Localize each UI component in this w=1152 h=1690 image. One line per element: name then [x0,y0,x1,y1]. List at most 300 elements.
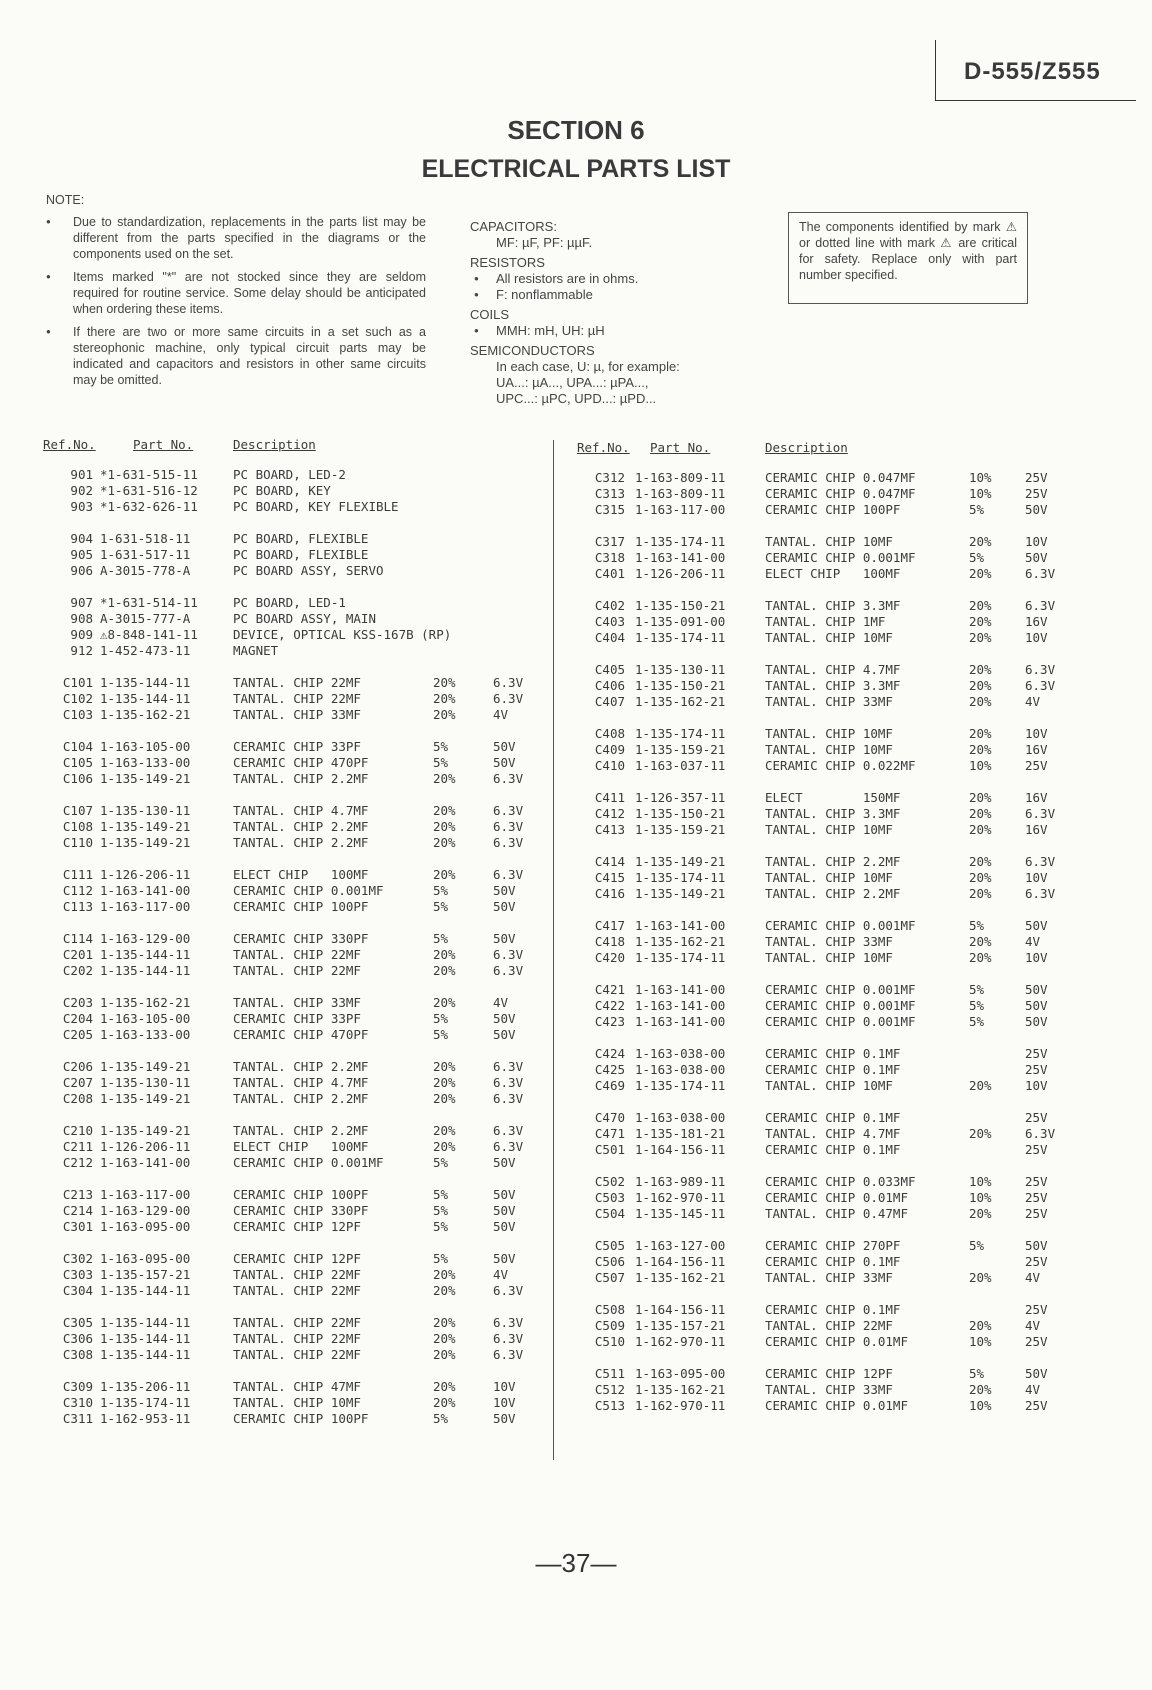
ref-number: C469 [594,1078,625,1093]
parts-group [43,1123,543,1171]
table-row [43,627,543,643]
tolerance: 20% [969,678,992,693]
voltage: 10V [1025,950,1048,965]
tolerance: 20% [969,630,992,645]
part-number: 1-135-162-21 [100,707,191,722]
voltage: 6.3V [1025,806,1056,821]
description: TANTAL. CHIP 2.2MF [233,771,369,786]
table-row [577,870,1077,886]
page-title: ELECTRICAL PARTS LIST [421,155,731,183]
description: TANTAL. CHIP 4.7MF [233,1075,369,1090]
model-number-box [935,40,1136,101]
table-row [43,1267,543,1283]
header-ref: Ref.No. [577,440,630,455]
ref-number: C509 [594,1318,625,1333]
voltage: 50V [493,899,516,914]
parts-group [577,1238,1077,1286]
ref-number: C407 [594,694,625,709]
part-number: 1-135-144-11 [100,675,191,690]
part-number: 1-164-156-11 [635,1254,726,1269]
part-number: 1-164-156-11 [635,1142,726,1157]
description: TANTAL. CHIP 4.7MF [233,803,369,818]
voltage: 6.3V [493,1059,524,1074]
ref-number: 901 [70,467,93,482]
table-row [43,1251,543,1267]
table-row [43,611,543,627]
semiconductors-note: In each case, U: µ, for example: [496,359,680,374]
ref-number: C310 [62,1395,93,1410]
table-row [43,835,543,851]
part-number: 1-163-105-00 [100,739,191,754]
voltage: 16V [1025,822,1048,837]
ref-number: C402 [594,598,625,613]
description: CERAMIC CHIP 0.001MF [765,998,916,1013]
table-row [43,1011,543,1027]
table-row [43,483,543,499]
description: TANTAL. CHIP 1MF [765,614,886,629]
voltage: 6.3V [1025,854,1056,869]
part-number: 1-163-117-00 [635,502,726,517]
description: TANTAL. CHIP 3.3MF [765,806,901,821]
table-row [43,803,543,819]
part-number: A-3015-778-A [100,563,191,578]
column-divider [553,440,554,1460]
table-row [577,998,1077,1014]
parts-group [577,598,1077,646]
part-number: 1-163-117-00 [100,1187,191,1202]
description: PC BOARD ASSY, SERVO [233,563,384,578]
table-row [43,1123,543,1139]
part-number: 1-135-174-11 [635,630,726,645]
table-row [577,1270,1077,1286]
tolerance: 20% [969,694,992,709]
description: CERAMIC CHIP 0.033MF [765,1174,916,1189]
tolerance: 20% [433,995,456,1010]
description: CERAMIC CHIP 0.001MF [765,550,916,565]
description: TANTAL. CHIP 2.2MF [233,819,369,834]
ref-number: C108 [62,819,93,834]
header-part: Part No. [133,437,194,452]
voltage: 25V [1025,1398,1048,1413]
tolerance: 20% [969,614,992,629]
ref-number: C110 [62,835,93,850]
part-number: 1-135-130-11 [635,662,726,677]
description: TANTAL. CHIP 10MF [765,534,893,549]
part-number: 1-135-149-21 [100,1123,191,1138]
description: CERAMIC CHIP 0.01MF [765,1398,908,1413]
tolerance: 5% [969,1366,985,1381]
coils-title: COILS [470,307,510,322]
table-row [43,563,543,579]
parts-table-left [43,437,543,1443]
parts-group [43,531,543,579]
table-row [577,854,1077,870]
part-number: 1-135-144-11 [100,1347,191,1362]
parts-group [43,739,543,787]
description: ELECT CHIP 100MF [233,867,369,882]
table-row [577,918,1077,934]
voltage: 50V [493,1027,516,1042]
ref-number: C424 [594,1046,625,1061]
table-row [43,707,543,723]
ref-number: 906 [70,563,93,578]
parts-group [577,1366,1077,1414]
part-number: *1-632-626-11 [100,499,198,514]
tolerance: 5% [969,998,985,1013]
ref-number: C114 [62,931,93,946]
table-row [577,822,1077,838]
ref-number: 903 [70,499,93,514]
part-number: 1-163-038-00 [635,1046,726,1061]
description: TANTAL. CHIP 22MF [233,947,361,962]
parts-table-right [577,440,1077,1430]
ref-number: C508 [594,1302,625,1317]
description: TANTAL. CHIP 3.3MF [765,678,901,693]
ref-number: C205 [62,1027,93,1042]
table-row [577,726,1077,742]
voltage: 10V [1025,630,1048,645]
table-row [577,598,1077,614]
parts-rows-right [577,470,1077,1414]
tolerance: 20% [433,1315,456,1330]
table-row [43,1219,543,1235]
voltage: 4V [1025,694,1041,709]
ref-number: C317 [594,534,625,549]
part-number: 1-163-129-00 [100,931,191,946]
part-number: 1-163-141-00 [635,982,726,997]
ref-number: C405 [594,662,625,677]
tolerance: 20% [433,835,456,850]
parts-group [577,662,1077,710]
voltage: 6.3V [493,803,524,818]
ref-number: C106 [62,771,93,786]
tolerance: 10% [969,486,992,501]
ref-number: C113 [62,899,93,914]
description: ELECT 150MF [765,790,901,805]
tolerance: 20% [969,870,992,885]
ref-number: C504 [594,1206,625,1221]
description: CERAMIC CHIP 100PF [233,1411,369,1426]
tolerance: 20% [433,675,456,690]
part-number: 1-163-105-00 [100,1011,191,1026]
description: TANTAL. CHIP 33MF [233,707,361,722]
description: TANTAL. CHIP 2.2MF [233,1123,369,1138]
part-number: 1-162-970-11 [635,1190,726,1205]
voltage: 10V [1025,534,1048,549]
part-number: ⚠8-848-141-11 [100,627,198,642]
header-part: Part No. [650,440,711,455]
table-row [577,886,1077,902]
part-number: 1-162-970-11 [635,1398,726,1413]
table-row [43,675,543,691]
voltage: 50V [1025,918,1048,933]
part-number: 1-135-144-11 [100,691,191,706]
table-row [577,934,1077,950]
description: CERAMIC CHIP 0.001MF [233,1155,384,1170]
description: CERAMIC CHIP 0.001MF [765,982,916,997]
part-number: 1-135-174-11 [100,1395,191,1410]
ref-number: C312 [594,470,625,485]
description: CERAMIC CHIP 0.1MF [765,1142,901,1157]
voltage: 10V [493,1395,516,1410]
description: TANTAL. CHIP 22MF [233,1267,361,1282]
part-number: 1-164-156-11 [635,1302,726,1317]
description: MAGNET [233,643,279,658]
voltage: 25V [1025,1302,1048,1317]
note-item: ● Due to standardization, replacements in the parts list may be different from the parts specified in the diagrams or the components used on the set. [46,214,426,262]
tolerance: 20% [433,707,456,722]
parts-group [43,1187,543,1235]
table-row [577,694,1077,710]
ref-number: C471 [594,1126,625,1141]
table-row [577,614,1077,630]
part-number: 1-135-162-21 [635,694,726,709]
ref-number: C408 [594,726,625,741]
tolerance: 5% [433,1411,449,1426]
ref-number: C414 [594,854,625,869]
tolerance: 20% [433,1075,456,1090]
part-number: 1-163-038-00 [635,1062,726,1077]
description: TANTAL. CHIP 47MF [233,1379,361,1394]
parts-group [577,470,1077,518]
table-row [43,1347,543,1363]
part-number: *1-631-515-11 [100,467,198,482]
part-number: 1-163-141-00 [635,918,726,933]
voltage: 4V [1025,1382,1041,1397]
part-number: 1-135-149-21 [100,835,191,850]
part-number: 1-135-174-11 [635,534,726,549]
ref-number: C401 [594,566,625,581]
ref-number: C311 [62,1411,93,1426]
part-number: 1-135-149-21 [635,854,726,869]
part-number: 1-163-095-00 [100,1251,191,1266]
part-number: 1-135-206-11 [100,1379,191,1394]
header-desc: Description [233,437,316,452]
tolerance: 20% [433,803,456,818]
voltage: 50V [493,1187,516,1202]
description: CERAMIC CHIP 330PF [233,1203,369,1218]
voltage: 16V [1025,790,1048,805]
tolerance: 5% [433,899,449,914]
parts-group [43,1059,543,1107]
description: TANTAL. CHIP 33MF [765,934,893,949]
voltage: 10V [1025,1078,1048,1093]
parts-group [577,1110,1077,1158]
table-row [577,1398,1077,1414]
ref-number: C301 [62,1219,93,1234]
part-number: 1-126-206-11 [100,1139,191,1154]
table-row [577,1014,1077,1030]
description: TANTAL. CHIP 2.2MF [233,835,369,850]
part-number: 1-163-141-00 [100,883,191,898]
ref-number: 912 [70,643,93,658]
voltage: 6.3V [493,867,524,882]
tolerance: 10% [969,1398,992,1413]
voltage: 50V [493,1219,516,1234]
description: TANTAL. CHIP 4.7MF [765,662,901,677]
part-number: 1-163-809-11 [635,486,726,501]
part-number: 1-163-141-00 [635,1014,726,1029]
table-row [43,1187,543,1203]
tolerance: 20% [969,886,992,901]
parts-group [577,726,1077,774]
model-number: D-555/Z555 [964,58,1101,85]
ref-number: C511 [594,1366,625,1381]
voltage: 50V [493,755,516,770]
table-row [577,1318,1077,1334]
voltage: 50V [1025,1238,1048,1253]
table-row [43,547,543,563]
table-row [43,771,543,787]
tolerance: 10% [969,758,992,773]
description: TANTAL. CHIP 33MF [765,1382,893,1397]
coils-note: ● MMH: mH, UH: µH [470,323,770,339]
part-number: *1-631-514-11 [100,595,198,610]
voltage: 6.3V [493,947,524,962]
voltage: 25V [1025,1110,1048,1125]
part-number: 1-135-149-21 [635,886,726,901]
tolerance: 5% [969,1238,985,1253]
tolerance: 20% [433,819,456,834]
tolerance: 20% [433,1139,456,1154]
voltage: 25V [1025,486,1048,501]
voltage: 50V [493,1251,516,1266]
description: TANTAL. CHIP 22MF [233,1315,361,1330]
description: CERAMIC CHIP 0.1MF [765,1110,901,1125]
ref-number: C318 [594,550,625,565]
note-item: ● If there are two or more same circuits in a set such as a stereophonic machine, only typical circuit parts may be indicated and capacitors and resistors in other same circuits may be omitted. [46,324,426,388]
part-number: *1-631-516-12 [100,483,198,498]
description: CERAMIC CHIP 33PF [233,1011,361,1026]
voltage: 50V [1025,502,1048,517]
table-row [577,1078,1077,1094]
table-row [577,1174,1077,1190]
table-row [43,819,543,835]
part-number: 1-135-150-21 [635,678,726,693]
description: CERAMIC CHIP 470PF [233,1027,369,1042]
part-number: 1-135-174-11 [635,1078,726,1093]
tolerance: 5% [433,755,449,770]
part-number: 1-135-174-11 [635,726,726,741]
tolerance: 20% [969,822,992,837]
ref-number: C210 [62,1123,93,1138]
tolerance: 20% [433,947,456,962]
description: PC BOARD, FLEXIBLE [233,531,369,546]
part-number: 1-135-162-21 [635,934,726,949]
ref-number: C510 [594,1334,625,1349]
ref-number: 902 [70,483,93,498]
description: CERAMIC CHIP 0.047MF [765,486,916,501]
ref-number: C207 [62,1075,93,1090]
part-number: 1-135-091-00 [635,614,726,629]
part-number: 1-135-162-21 [100,995,191,1010]
note-item: ● Items marked "*" are not stocked since they are seldom required for routine service. Some delay should be anticipated when ordering these items. [46,269,426,317]
voltage: 50V [493,739,516,754]
table-row [577,806,1077,822]
resistors-note: ● All resistors are in ohms. [470,271,770,287]
ref-number: C413 [594,822,625,837]
voltage: 6.3V [493,819,524,834]
ref-number: C204 [62,1011,93,1026]
header-ref: Ref.No. [43,437,96,452]
ref-number: C111 [62,867,93,882]
ref-number: C101 [62,675,93,690]
voltage: 25V [1025,1174,1048,1189]
table-row [43,1283,543,1299]
voltage: 50V [493,1411,516,1426]
tolerance: 20% [433,1091,456,1106]
table-row [577,1206,1077,1222]
table-row [577,1382,1077,1398]
parts-group [43,931,543,979]
table-row [43,499,543,515]
voltage: 4V [493,995,509,1010]
description: TANTAL. CHIP 22MF [765,1318,893,1333]
ref-number: C404 [594,630,625,645]
voltage: 50V [493,883,516,898]
table-row [577,1142,1077,1158]
table-row [577,1062,1077,1078]
description: TANTAL. CHIP 0.47MF [765,1206,908,1221]
voltage: 4V [493,1267,509,1282]
semiconductors-title: SEMICONDUCTORS [470,343,595,358]
part-number: 1-631-517-11 [100,547,191,562]
tolerance: 20% [433,1347,456,1362]
description: TANTAL. CHIP 10MF [765,1078,893,1093]
description: TANTAL. CHIP 10MF [765,822,893,837]
description: ELECT CHIP 100MF [233,1139,369,1154]
ref-number: C503 [594,1190,625,1205]
part-number: 1-135-149-21 [100,771,191,786]
description: TANTAL. CHIP 3.3MF [765,598,901,613]
ref-number: C107 [62,803,93,818]
table-row [577,678,1077,694]
description: TANTAL. CHIP 22MF [233,1283,361,1298]
table-row [43,1091,543,1107]
tolerance: 20% [969,854,992,869]
voltage: 50V [493,1203,516,1218]
voltage: 16V [1025,614,1048,629]
description: PC BOARD, FLEXIBLE [233,547,369,562]
part-number: 1-163-989-11 [635,1174,726,1189]
part-number: 1-163-141-00 [635,550,726,565]
description: CERAMIC CHIP 0.1MF [765,1062,901,1077]
table-row [43,1203,543,1219]
units-legend [470,215,770,407]
tolerance: 20% [969,566,992,581]
parts-group [577,1302,1077,1350]
parts-group [577,1174,1077,1222]
parts-rows-left [43,467,543,1427]
description: CERAMIC CHIP 100PF [233,1187,369,1202]
part-number: 1-126-206-11 [100,867,191,882]
description: CERAMIC CHIP 0.1MF [765,1254,901,1269]
ref-number: C308 [62,1347,93,1362]
description: TANTAL. CHIP 10MF [765,726,893,741]
parts-group [43,675,543,723]
table-row [43,1139,543,1155]
notes-block [46,192,426,395]
table-row [577,1110,1077,1126]
description: TANTAL. CHIP 33MF [765,694,893,709]
description: CERAMIC CHIP 0.1MF [765,1046,901,1061]
ref-number: C417 [594,918,625,933]
semiconductors-note: UA...: µA..., UPA...: µPA..., [496,375,649,390]
table-row [577,742,1077,758]
ref-number: C313 [594,486,625,501]
tolerance: 5% [433,1219,449,1234]
voltage: 50V [493,931,516,946]
